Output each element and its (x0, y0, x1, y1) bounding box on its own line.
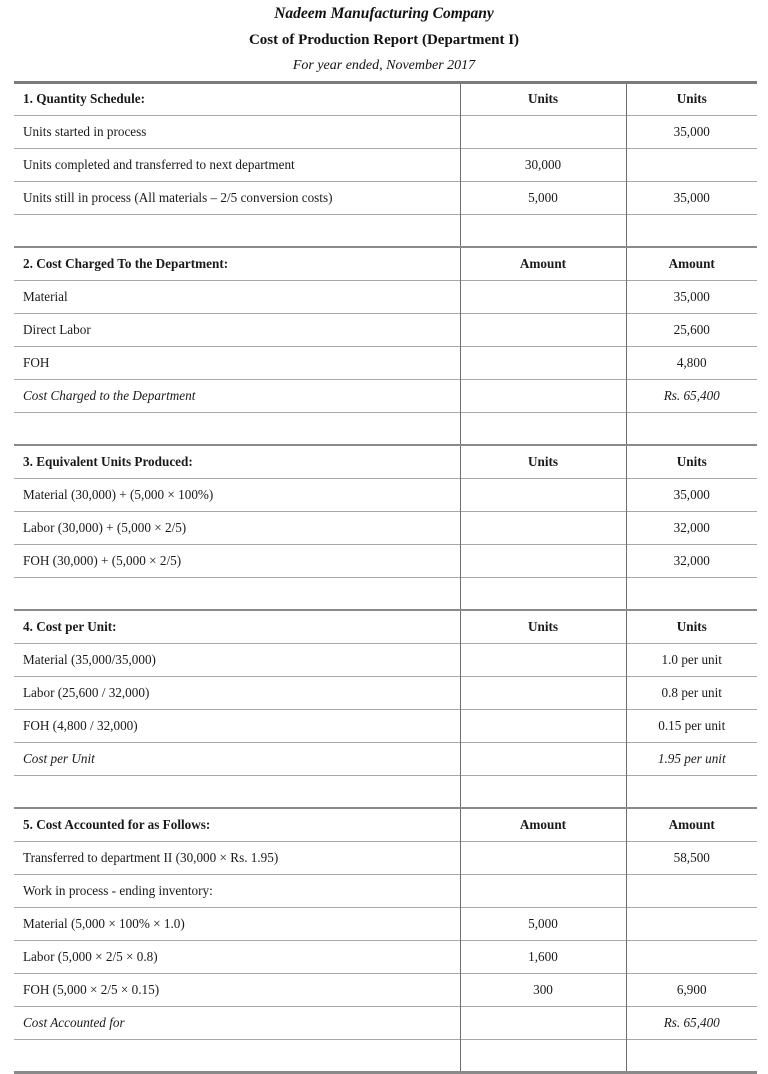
column-header-middle: Units (460, 445, 626, 478)
section-spacer-row (14, 577, 757, 610)
table-row (14, 841, 757, 874)
section-spacer-row (14, 214, 757, 247)
row-description: Work in process - ending inventory: (14, 874, 460, 907)
row-value-right (626, 148, 757, 181)
row-value-right: 32,000 (626, 544, 757, 577)
section-header-row (14, 82, 757, 115)
row-description: Units completed and transferred to next department (14, 148, 460, 181)
report-period: For year ended, November 2017 (292, 57, 476, 73)
total-row (14, 1006, 757, 1039)
row-value-middle (460, 841, 626, 874)
row-value-middle (460, 478, 626, 511)
total-label: Cost Charged to the Department (14, 379, 460, 412)
row-description: Material (35,000/35,000) (14, 643, 460, 676)
section-header-row (14, 445, 757, 478)
spacer-desc-cell (14, 214, 460, 247)
spacer-right-cell (626, 577, 757, 610)
section-title: 5. Cost Accounted for as Follows: (14, 808, 460, 841)
row-description: Material (30,000) + (5,000 × 100%) (14, 478, 460, 511)
row-value-right: 0.8 per unit (626, 676, 757, 709)
row-description: FOH (14, 346, 460, 379)
table-row (14, 280, 757, 313)
spacer-mid-cell (460, 214, 626, 247)
row-value-middle: 300 (460, 973, 626, 1006)
row-description: Labor (25,600 / 32,000) (14, 676, 460, 709)
section-title: 3. Equivalent Units Produced: (14, 445, 460, 478)
row-value-right (626, 874, 757, 907)
spacer-right-cell (626, 412, 757, 445)
total-value-middle (460, 379, 626, 412)
table-row (14, 115, 757, 148)
row-value-right: 4,800 (626, 346, 757, 379)
total-value-middle (460, 1006, 626, 1039)
spacer-right-cell (626, 1039, 757, 1072)
row-value-middle: 5,000 (460, 181, 626, 214)
spacer-mid-cell (460, 1039, 626, 1072)
section-header-row (14, 808, 757, 841)
row-description: FOH (5,000 × 2/5 × 0.15) (14, 973, 460, 1006)
row-value-middle (460, 280, 626, 313)
row-description: FOH (4,800 / 32,000) (14, 709, 460, 742)
closing-right-cell (626, 1072, 757, 1074)
row-value-right: 25,600 (626, 313, 757, 346)
row-value-right (626, 940, 757, 973)
total-row (14, 379, 757, 412)
document-heading (0, 0, 768, 81)
section-title: 4. Cost per Unit: (14, 610, 460, 643)
table-row (14, 148, 757, 181)
table-row (14, 181, 757, 214)
section-title: 2. Cost Charged To the Department: (14, 247, 460, 280)
table-row (14, 973, 757, 1006)
closing-mid-cell (460, 1072, 626, 1074)
cost-of-production-table (14, 81, 757, 1074)
row-value-middle (460, 676, 626, 709)
column-header-right: Units (626, 82, 757, 115)
company-name: Nadeem Manufacturing Company (274, 5, 494, 22)
row-value-middle (460, 709, 626, 742)
row-value-middle (460, 115, 626, 148)
section-header-row (14, 247, 757, 280)
column-header-right: Amount (626, 808, 757, 841)
row-value-middle (460, 643, 626, 676)
row-description: Direct Labor (14, 313, 460, 346)
report-end-spacer-row (14, 1039, 757, 1072)
row-value-middle (460, 346, 626, 379)
table-row (14, 511, 757, 544)
spacer-right-cell (626, 214, 757, 247)
row-description: Material (5,000 × 100% × 1.0) (14, 907, 460, 940)
row-value-middle: 1,600 (460, 940, 626, 973)
row-value-right: 32,000 (626, 511, 757, 544)
section-spacer-row (14, 775, 757, 808)
spacer-mid-cell (460, 577, 626, 610)
column-header-middle: Amount (460, 247, 626, 280)
row-value-right (626, 907, 757, 940)
total-value-right: 1.95 per unit (626, 742, 757, 775)
row-value-middle (460, 313, 626, 346)
total-label: Cost Accounted for (14, 1006, 460, 1039)
spacer-mid-cell (460, 412, 626, 445)
spacer-desc-cell (14, 577, 460, 610)
table-row (14, 874, 757, 907)
table-row (14, 313, 757, 346)
row-value-right: 35,000 (626, 280, 757, 313)
row-description: Units started in process (14, 115, 460, 148)
total-value-middle (460, 742, 626, 775)
total-row (14, 742, 757, 775)
table-row (14, 478, 757, 511)
row-value-right: 1.0 per unit (626, 643, 757, 676)
row-value-right: 0.15 per unit (626, 709, 757, 742)
total-value-right: Rs. 65,400 (626, 1006, 757, 1039)
spacer-desc-cell (14, 1039, 460, 1072)
row-value-right: 6,900 (626, 973, 757, 1006)
spacer-desc-cell (14, 412, 460, 445)
spacer-mid-cell (460, 775, 626, 808)
table-row (14, 907, 757, 940)
total-label: Cost per Unit (14, 742, 460, 775)
section-title: 1. Quantity Schedule: (14, 82, 460, 115)
row-description: Units still in process (All materials – 2/5 conversion costs) (14, 181, 460, 214)
total-value-right: Rs. 65,400 (626, 379, 757, 412)
row-value-middle: 30,000 (460, 148, 626, 181)
report-closing-rule (14, 1072, 757, 1074)
row-value-middle (460, 511, 626, 544)
row-value-middle: 5,000 (460, 907, 626, 940)
row-value-right: 35,000 (626, 115, 757, 148)
closing-desc-cell (14, 1072, 460, 1074)
table-row (14, 940, 757, 973)
column-header-middle: Units (460, 610, 626, 643)
column-header-right: Units (626, 610, 757, 643)
report-title: Cost of Production Report (Department I) (248, 31, 520, 48)
table-row (14, 676, 757, 709)
report-table-wrapper (0, 81, 768, 1074)
row-value-right: 58,500 (626, 841, 757, 874)
row-value-right: 35,000 (626, 478, 757, 511)
row-description: Labor (30,000) + (5,000 × 2/5) (14, 511, 460, 544)
table-row (14, 544, 757, 577)
column-header-right: Units (626, 445, 757, 478)
spacer-right-cell (626, 775, 757, 808)
table-row (14, 346, 757, 379)
table-row (14, 643, 757, 676)
row-description: Labor (5,000 × 2/5 × 0.8) (14, 940, 460, 973)
row-description: Transferred to department II (30,000 × Rs. 1.95) (14, 841, 460, 874)
column-header-middle: Amount (460, 808, 626, 841)
table-row (14, 709, 757, 742)
section-spacer-row (14, 412, 757, 445)
column-header-middle: Units (460, 82, 626, 115)
row-description: FOH (30,000) + (5,000 × 2/5) (14, 544, 460, 577)
section-header-row (14, 610, 757, 643)
row-value-middle (460, 874, 626, 907)
row-value-middle (460, 544, 626, 577)
column-header-right: Amount (626, 247, 757, 280)
row-value-right: 35,000 (626, 181, 757, 214)
spacer-desc-cell (14, 775, 460, 808)
row-description: Material (14, 280, 460, 313)
